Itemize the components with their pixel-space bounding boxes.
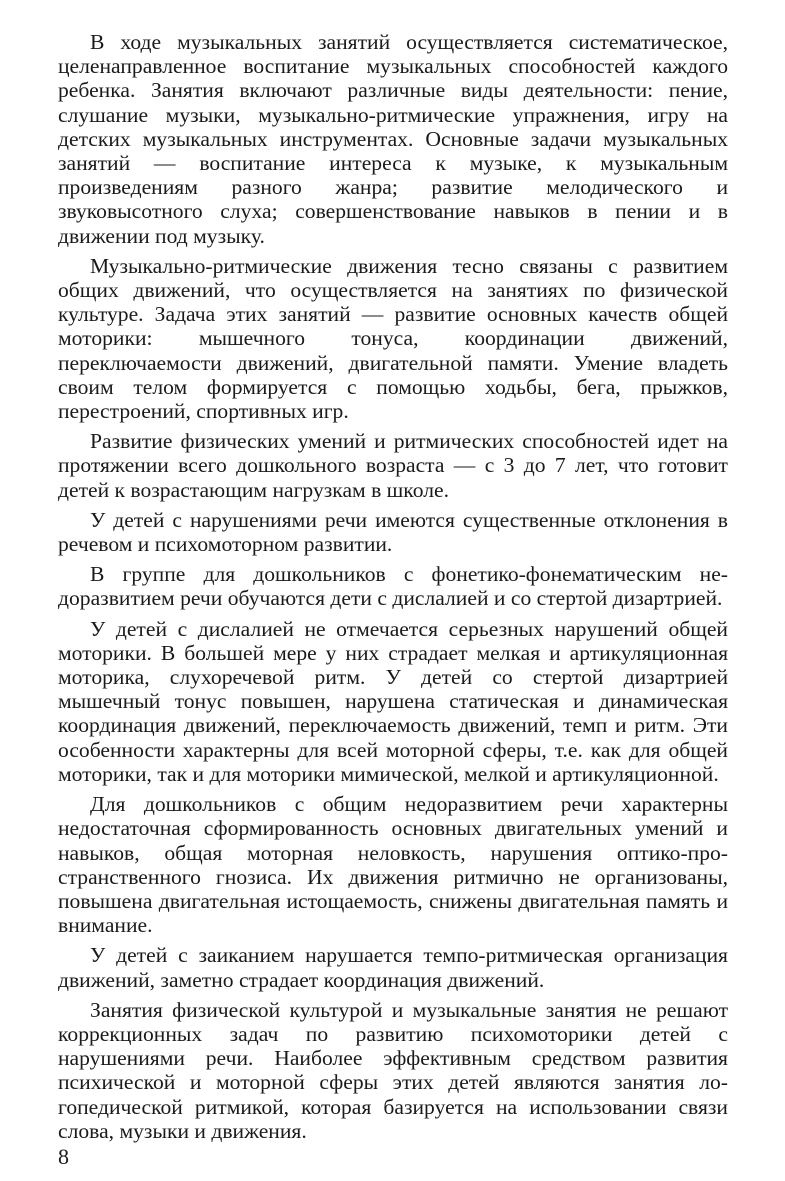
page-number: 8 bbox=[58, 1144, 69, 1169]
paragraph-phonetic-group: В группе для дошкольников с фонетико-фонематическим недоразвитием речи обучаются дети с дислалией и со стертой дизартрией. bbox=[58, 562, 728, 611]
page-body bbox=[58, 30, 728, 1149]
paragraph-physical-development: Развитие физических умений и ритмических способностей идет на протяжении всего дошкольного возраста — с 3 до 7 лет, что готовит детей к возрастающим нагрузкам в школе. bbox=[58, 429, 728, 502]
paragraph-general-underdevelopment: Для дошкольников с общим недоразвитием речи характерны недостаточная сформированность основных двигательных умений и навыков, общая моторная неловкость, нарушения оптико-пространственного гнозиса. Их движения ритмично не организованы, повышена двигательная истощаемость, снижены двигательная память и внимание. bbox=[58, 792, 728, 938]
paragraph-logopedic-rhythmics: Занятия физической культурой и музыкальные занятия не решают коррекционных задач по развитию психомоторики детей с нарушениями речи. Наиболее эффективным средством развития психической и моторной сферы этих детей являются занятия логопедической ритмикой, которая базируется на использовании связи слова, музыки и движения. bbox=[58, 997, 728, 1143]
paragraph-dyslalia: У детей с дислалией не отмечается серьезных нарушений общей моторики. В большей мере у них страдает мелкая и артикуляционная моторика, слухоречевой ритм. У детей со стертой дизартрией мышечный тонус повышен, нарушена статическая и динамическая координация движений, переключаемость движений, темп и ритм. Эти особенности характерны для всей моторной сферы, т.е. как для общей моторики, так и для моторики мимической, мелкой и артикуляционной. bbox=[58, 616, 728, 786]
paragraph-stuttering: У детей с заиканием нарушается темпо-ритмическая организация движений, заметно страдает координация движений. bbox=[58, 943, 728, 992]
paragraph-rhythmic-movements: Музыкально-ритмические движения тесно связаны с развитием общих движений, что осуществляется на занятиях по физической культуре. Задача этих занятий — развитие основных качеств общей моторики: мышечного тонуса, координации движений, переключаемости движений, двигательной памяти. Умение владеть своим телом формируется с помощью ходьбы, бега, прыжков, перестроений, спортивных игр. bbox=[58, 253, 728, 424]
paragraph-speech-disorders: У детей с нарушениями речи имеются существенные отклонения в речевом и психомоторном развитии. bbox=[58, 507, 728, 557]
paragraph-music-lessons: В ходе музыкальных занятий осуществляется систематическое, целенаправленное воспитание музыкальных способностей каждого ребенка. Занятия включают различные виды деятельности: пение, слушание музыки, музыкально-ритмические упражнения, игру на детских музыкальных инструментах. Основные задачи музыкальных занятий — воспитание интереса к музыке, к музыкальным произведениям разного жанра; развитие мелодического и звуковысотного слуха; совершенствование навыков в пении и в движении под музыку. bbox=[58, 30, 728, 248]
